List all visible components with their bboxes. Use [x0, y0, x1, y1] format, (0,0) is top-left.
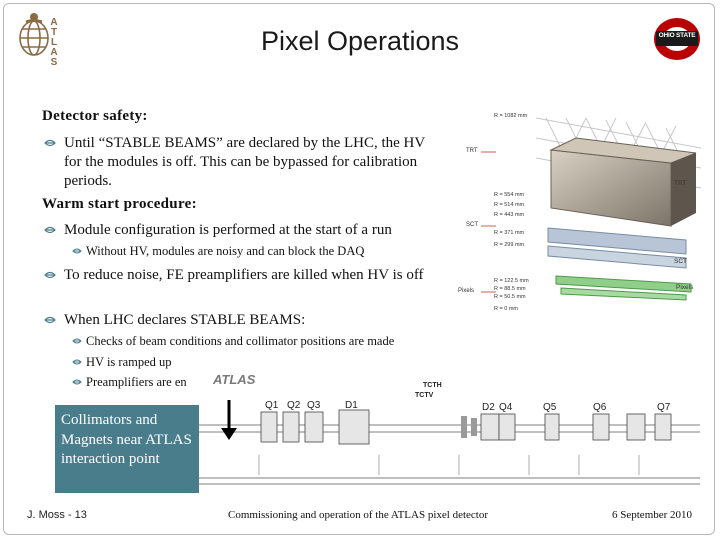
collimators-callout — [55, 405, 199, 493]
radius-50-5: R = 50.5 mm — [494, 294, 526, 300]
magnet-q5: Q5 — [543, 402, 557, 413]
sub-bullet-text: Preamplifiers are en — [86, 375, 187, 389]
radius-0: R = 0 mm — [494, 306, 518, 312]
beamline-atlas-label: ATLAS — [213, 372, 256, 387]
sub-bullet-text: Checks of beam conditions and collimator positions are made — [86, 334, 395, 348]
radius-88-5: R = 88.5 mm — [494, 286, 526, 292]
radius-299: R = 299 mm — [494, 242, 525, 248]
label-pixels-right: Pixels — [676, 284, 694, 291]
magnet-d1: D1 — [345, 400, 358, 411]
atlas-logo-text: ATLAS — [50, 17, 58, 68]
sub-bullet-icon — [72, 336, 82, 346]
radius-514: R = 514 mm — [494, 202, 525, 208]
sub-bullet-beam-checks — [86, 333, 446, 349]
inner-detector-diagram — [456, 108, 712, 324]
beamline-schematic — [199, 370, 700, 496]
bullet-icon — [44, 314, 57, 326]
sub-bullet-icon — [72, 246, 82, 256]
bullet-stable-beams-hv — [64, 134, 444, 191]
ohio-state-logo-text: OHIO STATE — [658, 32, 696, 39]
sub-bullet-hv-ramped — [86, 354, 286, 370]
callout-text: Collimators and Magnets near ATLAS interaction point — [61, 412, 192, 467]
bullet-reduce-noise — [64, 266, 439, 285]
radius-1082: R = 1082 mm — [494, 113, 528, 119]
sub-bullet-icon — [72, 377, 82, 387]
sub-bullet-text: HV is ramped up — [86, 355, 172, 369]
bullet-module-configuration — [64, 221, 444, 240]
bullet-icon — [44, 269, 57, 281]
radius-554: R = 554 mm — [494, 192, 525, 198]
label-sct-right: SCT — [674, 258, 687, 265]
detector-safety-heading: Detector safety: — [42, 108, 148, 124]
sub-bullet-preamplifiers — [86, 374, 206, 390]
bullet-text: Until “STABLE BEAMS” are declared by the LHC, the HV for the modules is off. This can be bypassed for calibration periods. — [64, 135, 425, 189]
magnet-q7: Q7 — [657, 402, 671, 413]
radius-443: R = 443 mm — [494, 212, 525, 218]
bullet-text: Module configuration is performed at the start of a run — [64, 222, 392, 238]
warm-start-heading: Warm start procedure: — [42, 196, 197, 212]
collimator-tcth: TCTH — [423, 382, 442, 389]
sub-bullet-noisy-modules — [86, 243, 436, 259]
label-pixels-left: Pixels — [458, 288, 475, 294]
bullet-text: To reduce noise, FE preamplifiers are killed when HV is off — [64, 267, 424, 283]
magnet-d2: D2 — [482, 402, 495, 413]
bullet-lhc-stable-beams — [64, 311, 444, 330]
magnet-q6: Q6 — [593, 402, 607, 413]
radius-122-5: R = 122.5 mm — [494, 278, 529, 284]
sub-bullet-text: Without HV, modules are noisy and can block the DAQ — [86, 244, 365, 258]
footer-title: Commissioning and operation of the ATLAS pixel detector — [228, 509, 488, 521]
bullet-icon — [44, 137, 57, 149]
magnet-q1: Q1 — [265, 400, 279, 411]
label-sct-left: SCT — [466, 222, 478, 228]
radius-371: R = 371 mm — [494, 230, 525, 236]
label-trt-left: TRT — [466, 148, 478, 154]
footer-author: J. Moss - 13 — [27, 509, 87, 521]
bullet-text: When LHC declares STABLE BEAMS: — [64, 312, 306, 328]
magnet-q2: Q2 — [287, 400, 301, 411]
label-trt-right: TRT — [674, 180, 687, 187]
collimator-tctv: TCTV — [415, 392, 434, 399]
bullet-icon — [44, 224, 57, 236]
magnet-q3: Q3 — [307, 400, 321, 411]
slide-title: Pixel Operations — [260, 26, 460, 56]
magnet-q4: Q4 — [499, 402, 513, 413]
sub-bullet-icon — [72, 357, 82, 367]
footer-date: 6 September 2010 — [612, 509, 693, 521]
